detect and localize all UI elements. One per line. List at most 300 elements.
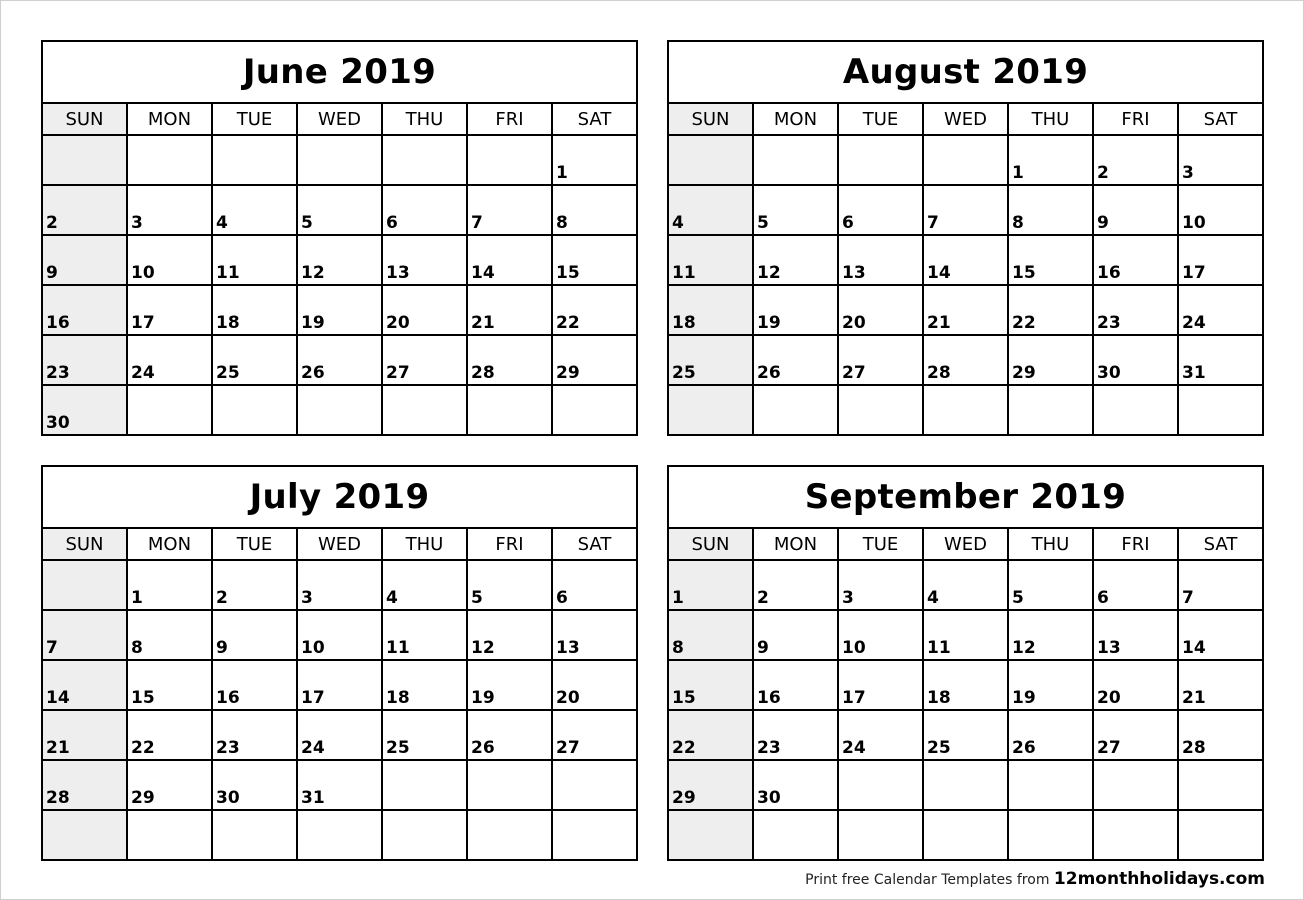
day-cell bbox=[1094, 811, 1179, 861]
day-cell bbox=[924, 661, 1009, 711]
day-number: 18 bbox=[927, 688, 951, 708]
day-cell bbox=[754, 561, 839, 611]
day-cell bbox=[128, 286, 213, 336]
day-number: 10 bbox=[131, 263, 155, 283]
day-number: 29 bbox=[1012, 363, 1036, 383]
day-cell bbox=[1094, 136, 1179, 186]
day-cell bbox=[839, 186, 924, 236]
day-number: 11 bbox=[927, 638, 951, 658]
day-cell bbox=[553, 561, 638, 611]
day-number: 10 bbox=[301, 638, 325, 658]
day-cell bbox=[669, 236, 754, 286]
day-number: 19 bbox=[1012, 688, 1036, 708]
day-cell bbox=[924, 811, 1009, 861]
day-number: 23 bbox=[46, 363, 70, 383]
day-number: 4 bbox=[386, 588, 398, 608]
day-cell bbox=[553, 611, 638, 661]
footer-brand-link[interactable]: 12monthholidays.com bbox=[1053, 869, 1265, 889]
day-cell bbox=[924, 711, 1009, 761]
day-cell bbox=[553, 386, 638, 436]
day-cell bbox=[924, 236, 1009, 286]
day-cell bbox=[1009, 236, 1094, 286]
day-cell bbox=[298, 136, 383, 186]
day-cell bbox=[383, 561, 468, 611]
day-cell bbox=[1094, 386, 1179, 436]
day-cell bbox=[468, 286, 553, 336]
day-cell bbox=[839, 711, 924, 761]
days-grid bbox=[669, 136, 1264, 436]
day-number: 2 bbox=[216, 588, 228, 608]
day-cell bbox=[754, 611, 839, 661]
day-cell bbox=[383, 611, 468, 661]
weekday-mon: MON bbox=[754, 529, 839, 561]
day-cell bbox=[1094, 611, 1179, 661]
calendar-july-2019 bbox=[41, 465, 638, 861]
day-cell bbox=[924, 561, 1009, 611]
day-number: 8 bbox=[131, 638, 143, 658]
day-cell bbox=[924, 336, 1009, 386]
day-cell bbox=[1094, 236, 1179, 286]
day-number: 6 bbox=[556, 588, 568, 608]
day-cell bbox=[553, 286, 638, 336]
weekday-tue: TUE bbox=[213, 104, 298, 136]
day-cell bbox=[553, 661, 638, 711]
day-cell bbox=[754, 236, 839, 286]
day-number: 30 bbox=[1097, 363, 1121, 383]
day-cell bbox=[669, 661, 754, 711]
day-number: 3 bbox=[301, 588, 313, 608]
day-number: 31 bbox=[1182, 363, 1206, 383]
day-cell bbox=[839, 136, 924, 186]
day-number: 20 bbox=[842, 313, 866, 333]
month-title: September 2019 bbox=[669, 467, 1264, 529]
weekday-mon: MON bbox=[128, 104, 213, 136]
day-number: 8 bbox=[556, 213, 568, 233]
day-cell bbox=[669, 611, 754, 661]
weekday-fri: FRI bbox=[468, 104, 553, 136]
day-number: 31 bbox=[301, 788, 325, 808]
day-number: 13 bbox=[556, 638, 580, 658]
day-cell bbox=[754, 711, 839, 761]
day-cell bbox=[1179, 611, 1264, 661]
day-cell bbox=[128, 186, 213, 236]
day-cell bbox=[43, 136, 128, 186]
day-cell bbox=[553, 336, 638, 386]
day-cell bbox=[383, 386, 468, 436]
day-cell bbox=[468, 186, 553, 236]
day-number: 21 bbox=[1182, 688, 1206, 708]
day-number: 9 bbox=[46, 263, 58, 283]
day-number: 17 bbox=[301, 688, 325, 708]
day-cell bbox=[1009, 661, 1094, 711]
day-number: 21 bbox=[46, 738, 70, 758]
day-number: 6 bbox=[1097, 588, 1109, 608]
day-number: 20 bbox=[1097, 688, 1121, 708]
day-number: 20 bbox=[386, 313, 410, 333]
day-cell bbox=[213, 336, 298, 386]
day-number: 22 bbox=[1012, 313, 1036, 333]
day-cell bbox=[924, 186, 1009, 236]
weekday-thu: THU bbox=[1009, 529, 1094, 561]
day-number: 11 bbox=[216, 263, 240, 283]
day-number: 5 bbox=[757, 213, 769, 233]
day-number: 1 bbox=[1012, 163, 1024, 183]
day-cell bbox=[128, 711, 213, 761]
weekday-fri: FRI bbox=[1094, 104, 1179, 136]
day-cell bbox=[1179, 711, 1264, 761]
day-number: 21 bbox=[471, 313, 495, 333]
weekday-mon: MON bbox=[754, 104, 839, 136]
day-number: 27 bbox=[1097, 738, 1121, 758]
day-cell bbox=[839, 236, 924, 286]
day-number: 22 bbox=[556, 313, 580, 333]
day-number: 29 bbox=[131, 788, 155, 808]
day-number: 22 bbox=[672, 738, 696, 758]
day-number: 24 bbox=[301, 738, 325, 758]
day-cell bbox=[213, 711, 298, 761]
day-cell bbox=[298, 386, 383, 436]
day-number: 5 bbox=[301, 213, 313, 233]
day-cell bbox=[669, 561, 754, 611]
day-number: 24 bbox=[842, 738, 866, 758]
day-cell bbox=[213, 611, 298, 661]
day-cell bbox=[43, 561, 128, 611]
day-number: 15 bbox=[556, 263, 580, 283]
day-cell bbox=[298, 561, 383, 611]
day-cell bbox=[43, 186, 128, 236]
day-cell bbox=[1179, 561, 1264, 611]
day-cell bbox=[839, 661, 924, 711]
day-cell bbox=[1009, 811, 1094, 861]
day-number: 14 bbox=[471, 263, 495, 283]
day-cell bbox=[553, 236, 638, 286]
day-cell bbox=[213, 811, 298, 861]
day-cell bbox=[553, 811, 638, 861]
calendar-june-2019 bbox=[41, 40, 638, 436]
day-cell bbox=[128, 761, 213, 811]
day-cell bbox=[128, 336, 213, 386]
day-number: 2 bbox=[1097, 163, 1109, 183]
day-cell bbox=[383, 286, 468, 336]
day-cell bbox=[128, 136, 213, 186]
day-cell bbox=[43, 761, 128, 811]
day-number: 14 bbox=[927, 263, 951, 283]
day-cell bbox=[1179, 386, 1264, 436]
day-number: 27 bbox=[386, 363, 410, 383]
day-number: 11 bbox=[386, 638, 410, 658]
day-number: 19 bbox=[471, 688, 495, 708]
day-cell bbox=[1179, 186, 1264, 236]
day-number: 2 bbox=[757, 588, 769, 608]
day-number: 1 bbox=[556, 163, 568, 183]
day-number: 17 bbox=[131, 313, 155, 333]
weekday-mon: MON bbox=[128, 529, 213, 561]
day-cell bbox=[468, 136, 553, 186]
day-number: 9 bbox=[216, 638, 228, 658]
day-cell bbox=[213, 386, 298, 436]
day-cell bbox=[298, 761, 383, 811]
day-number: 28 bbox=[46, 788, 70, 808]
day-number: 16 bbox=[216, 688, 240, 708]
day-cell bbox=[383, 711, 468, 761]
weekday-header-row bbox=[669, 104, 1264, 136]
day-number: 30 bbox=[216, 788, 240, 808]
day-number: 15 bbox=[131, 688, 155, 708]
weekday-sat: SAT bbox=[553, 529, 638, 561]
day-number: 4 bbox=[672, 213, 684, 233]
day-number: 13 bbox=[842, 263, 866, 283]
day-number: 12 bbox=[757, 263, 781, 283]
day-number: 25 bbox=[672, 363, 696, 383]
day-cell bbox=[1094, 761, 1179, 811]
day-number: 3 bbox=[1182, 163, 1194, 183]
day-cell bbox=[924, 386, 1009, 436]
day-cell bbox=[128, 611, 213, 661]
day-cell bbox=[468, 811, 553, 861]
day-cell bbox=[43, 236, 128, 286]
month-title: July 2019 bbox=[43, 467, 638, 529]
day-number: 6 bbox=[842, 213, 854, 233]
day-cell bbox=[1179, 811, 1264, 861]
day-cell bbox=[1009, 136, 1094, 186]
day-cell bbox=[754, 661, 839, 711]
day-cell bbox=[383, 136, 468, 186]
day-cell bbox=[468, 236, 553, 286]
day-cell bbox=[1009, 561, 1094, 611]
day-number: 26 bbox=[301, 363, 325, 383]
day-cell bbox=[839, 761, 924, 811]
weekday-header-row bbox=[669, 529, 1264, 561]
days-grid bbox=[43, 136, 638, 436]
day-number: 23 bbox=[216, 738, 240, 758]
day-cell bbox=[1179, 336, 1264, 386]
day-number: 23 bbox=[757, 738, 781, 758]
day-cell bbox=[754, 386, 839, 436]
day-cell bbox=[468, 761, 553, 811]
day-number: 28 bbox=[1182, 738, 1206, 758]
day-cell bbox=[128, 561, 213, 611]
day-cell bbox=[298, 236, 383, 286]
weekday-wed: WED bbox=[924, 529, 1009, 561]
day-cell bbox=[1009, 611, 1094, 661]
day-number: 19 bbox=[301, 313, 325, 333]
day-number: 8 bbox=[1012, 213, 1024, 233]
day-cell bbox=[298, 336, 383, 386]
day-cell bbox=[839, 286, 924, 336]
day-cell bbox=[213, 186, 298, 236]
day-cell bbox=[1094, 186, 1179, 236]
weekday-sun: SUN bbox=[669, 104, 754, 136]
day-cell bbox=[754, 136, 839, 186]
day-cell bbox=[1179, 286, 1264, 336]
day-number: 13 bbox=[386, 263, 410, 283]
day-cell bbox=[1094, 561, 1179, 611]
day-number: 1 bbox=[672, 588, 684, 608]
day-cell bbox=[924, 286, 1009, 336]
day-cell bbox=[1009, 336, 1094, 386]
day-cell bbox=[754, 811, 839, 861]
days-grid bbox=[43, 561, 638, 861]
day-cell bbox=[128, 661, 213, 711]
calendar-august-2019 bbox=[667, 40, 1264, 436]
day-cell bbox=[383, 236, 468, 286]
day-number: 16 bbox=[46, 313, 70, 333]
day-number: 6 bbox=[386, 213, 398, 233]
weekday-tue: TUE bbox=[839, 104, 924, 136]
day-cell bbox=[43, 386, 128, 436]
day-cell bbox=[298, 611, 383, 661]
day-number: 18 bbox=[216, 313, 240, 333]
day-number: 4 bbox=[927, 588, 939, 608]
footer-credit bbox=[805, 869, 1265, 889]
day-cell bbox=[1179, 661, 1264, 711]
day-cell bbox=[669, 286, 754, 336]
day-number: 29 bbox=[672, 788, 696, 808]
day-number: 7 bbox=[927, 213, 939, 233]
day-cell bbox=[468, 336, 553, 386]
days-grid bbox=[669, 561, 1264, 861]
day-number: 7 bbox=[46, 638, 58, 658]
weekday-thu: THU bbox=[383, 529, 468, 561]
day-cell bbox=[383, 811, 468, 861]
day-number: 26 bbox=[1012, 738, 1036, 758]
day-number: 15 bbox=[672, 688, 696, 708]
weekday-sat: SAT bbox=[553, 104, 638, 136]
day-number: 9 bbox=[1097, 213, 1109, 233]
day-cell bbox=[669, 711, 754, 761]
weekday-wed: WED bbox=[298, 529, 383, 561]
day-cell bbox=[839, 336, 924, 386]
day-cell bbox=[468, 561, 553, 611]
day-number: 8 bbox=[672, 638, 684, 658]
day-number: 15 bbox=[1012, 263, 1036, 283]
day-number: 17 bbox=[1182, 263, 1206, 283]
day-cell bbox=[1094, 661, 1179, 711]
day-cell bbox=[1094, 336, 1179, 386]
weekday-fri: FRI bbox=[1094, 529, 1179, 561]
day-cell bbox=[213, 136, 298, 186]
day-number: 27 bbox=[842, 363, 866, 383]
day-number: 17 bbox=[842, 688, 866, 708]
day-number: 24 bbox=[131, 363, 155, 383]
day-cell bbox=[468, 711, 553, 761]
day-number: 7 bbox=[471, 213, 483, 233]
day-cell bbox=[1009, 186, 1094, 236]
day-cell bbox=[754, 761, 839, 811]
day-cell bbox=[1009, 286, 1094, 336]
day-number: 26 bbox=[471, 738, 495, 758]
day-cell bbox=[128, 386, 213, 436]
day-number: 27 bbox=[556, 738, 580, 758]
day-number: 20 bbox=[556, 688, 580, 708]
day-cell bbox=[213, 661, 298, 711]
day-cell bbox=[383, 761, 468, 811]
day-number: 30 bbox=[46, 413, 70, 433]
day-number: 25 bbox=[216, 363, 240, 383]
day-cell bbox=[1094, 286, 1179, 336]
weekday-thu: THU bbox=[1009, 104, 1094, 136]
weekday-wed: WED bbox=[298, 104, 383, 136]
day-cell bbox=[669, 811, 754, 861]
day-number: 28 bbox=[927, 363, 951, 383]
calendar-september-2019 bbox=[667, 465, 1264, 861]
day-number: 12 bbox=[1012, 638, 1036, 658]
day-number: 14 bbox=[46, 688, 70, 708]
weekday-header-row bbox=[43, 104, 638, 136]
day-cell bbox=[754, 286, 839, 336]
weekday-wed: WED bbox=[924, 104, 1009, 136]
day-cell bbox=[43, 286, 128, 336]
day-cell bbox=[1009, 711, 1094, 761]
day-cell bbox=[1179, 236, 1264, 286]
day-cell bbox=[383, 661, 468, 711]
day-cell bbox=[839, 386, 924, 436]
day-cell bbox=[553, 711, 638, 761]
day-cell bbox=[1179, 136, 1264, 186]
day-number: 2 bbox=[46, 213, 58, 233]
month-title: June 2019 bbox=[43, 42, 638, 104]
day-cell bbox=[213, 761, 298, 811]
day-cell bbox=[43, 711, 128, 761]
day-number: 13 bbox=[1097, 638, 1121, 658]
day-number: 28 bbox=[471, 363, 495, 383]
day-number: 5 bbox=[1012, 588, 1024, 608]
day-cell bbox=[669, 386, 754, 436]
day-cell bbox=[298, 811, 383, 861]
day-number: 12 bbox=[301, 263, 325, 283]
weekday-tue: TUE bbox=[839, 529, 924, 561]
day-number: 25 bbox=[927, 738, 951, 758]
weekday-sat: SAT bbox=[1179, 529, 1264, 561]
day-number: 10 bbox=[842, 638, 866, 658]
day-cell bbox=[839, 611, 924, 661]
day-cell bbox=[383, 336, 468, 386]
day-cell bbox=[383, 186, 468, 236]
day-cell bbox=[468, 611, 553, 661]
day-cell bbox=[839, 561, 924, 611]
day-number: 18 bbox=[672, 313, 696, 333]
day-number: 10 bbox=[1182, 213, 1206, 233]
day-cell bbox=[1009, 386, 1094, 436]
weekday-sat: SAT bbox=[1179, 104, 1264, 136]
day-cell bbox=[213, 236, 298, 286]
day-cell bbox=[754, 186, 839, 236]
day-cell bbox=[669, 186, 754, 236]
day-cell bbox=[1094, 711, 1179, 761]
day-cell bbox=[298, 661, 383, 711]
day-cell bbox=[553, 136, 638, 186]
day-number: 11 bbox=[672, 263, 696, 283]
day-cell bbox=[128, 236, 213, 286]
day-number: 19 bbox=[757, 313, 781, 333]
day-cell bbox=[839, 811, 924, 861]
month-title: August 2019 bbox=[669, 42, 1264, 104]
day-number: 25 bbox=[386, 738, 410, 758]
day-number: 14 bbox=[1182, 638, 1206, 658]
day-number: 12 bbox=[471, 638, 495, 658]
weekday-tue: TUE bbox=[213, 529, 298, 561]
day-cell bbox=[924, 611, 1009, 661]
day-cell bbox=[298, 186, 383, 236]
day-number: 16 bbox=[757, 688, 781, 708]
day-cell bbox=[669, 136, 754, 186]
day-cell bbox=[213, 286, 298, 336]
day-cell bbox=[924, 761, 1009, 811]
day-number: 23 bbox=[1097, 313, 1121, 333]
day-number: 29 bbox=[556, 363, 580, 383]
weekday-fri: FRI bbox=[468, 529, 553, 561]
day-cell bbox=[1009, 761, 1094, 811]
